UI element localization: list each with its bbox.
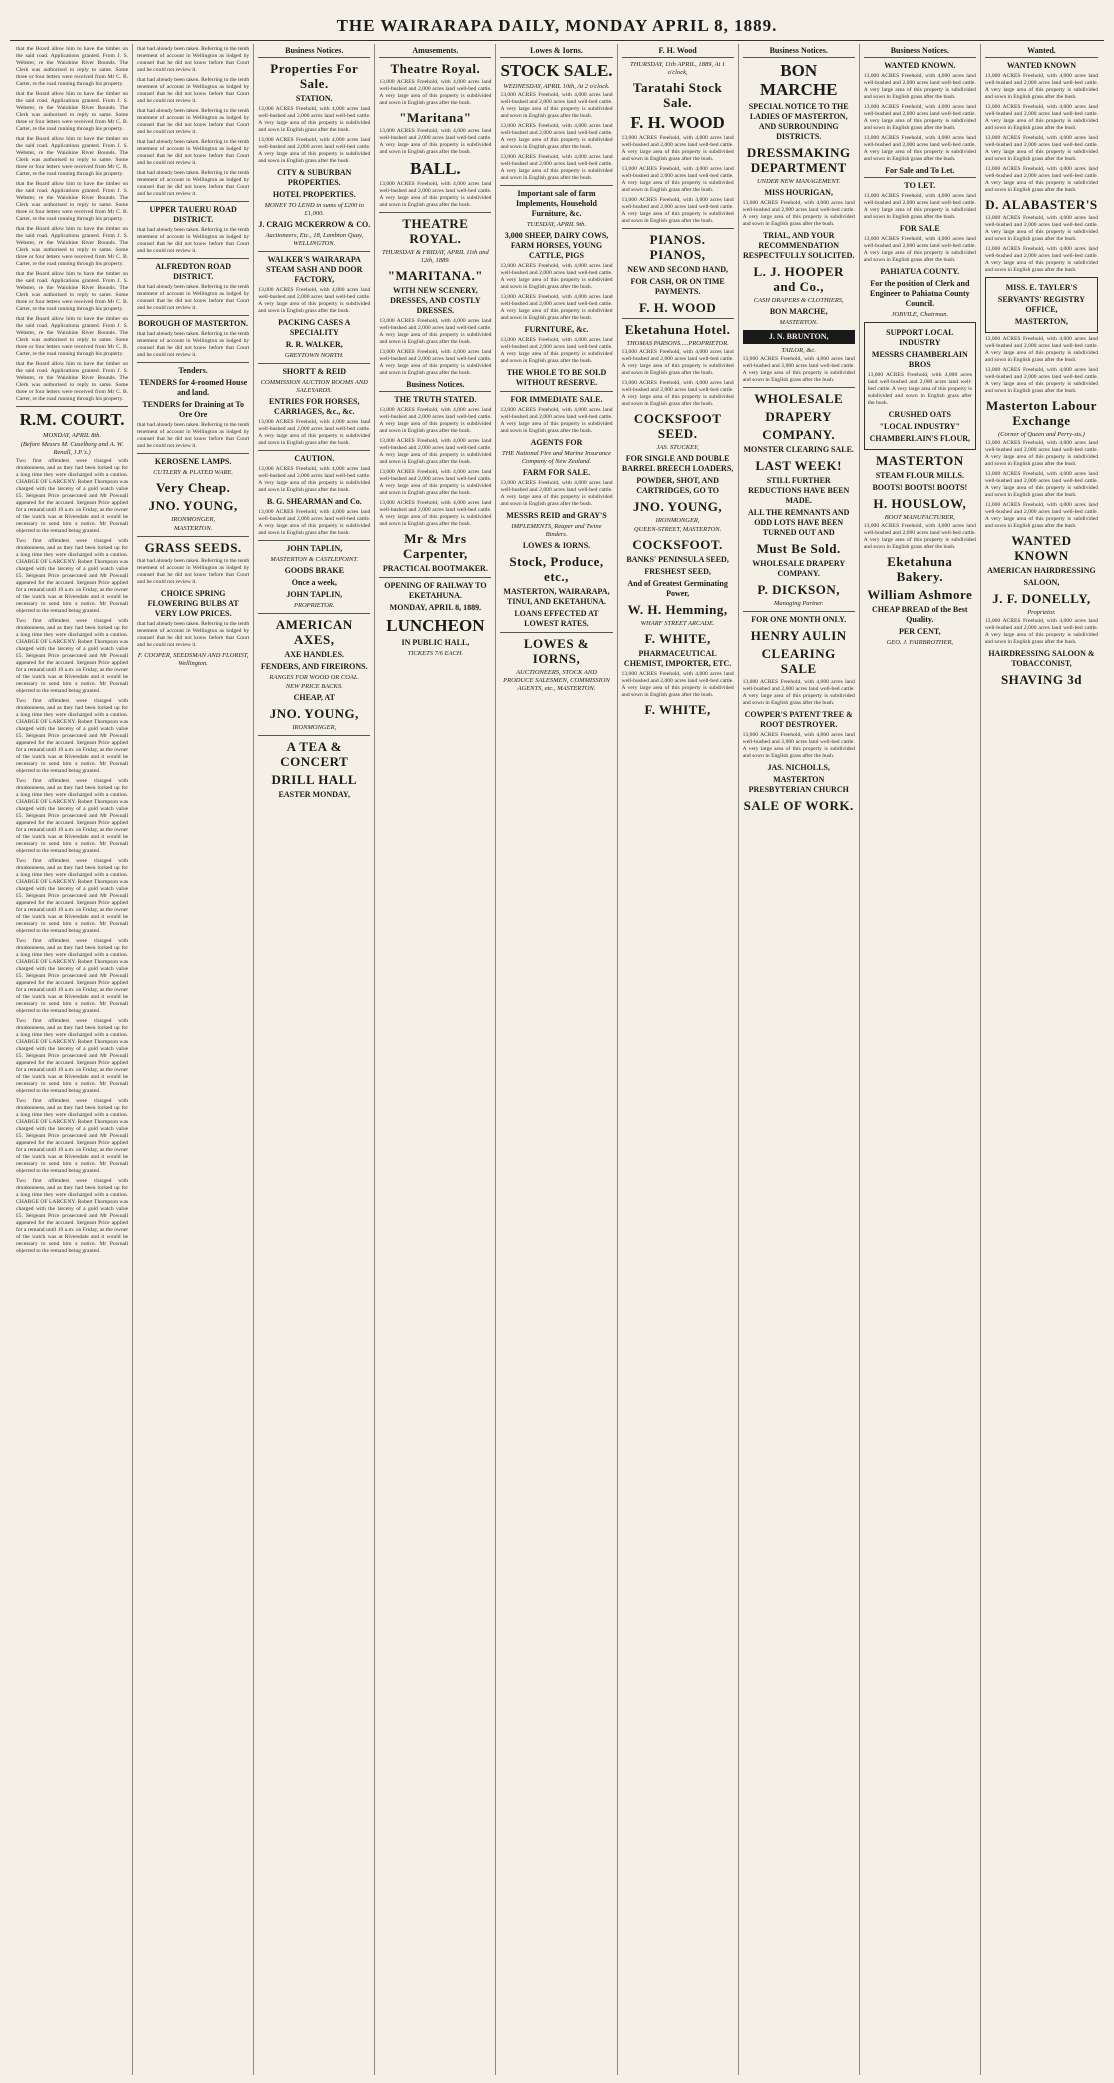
maritana-2: "MARITANA." [387, 268, 483, 283]
taplin-heading: JOHN TAPLIN, [286, 544, 343, 553]
court-text: Two first offenders were charged with drunkenness, and as they had been locked up for a long time they were discharged with a caution. CHARGE OF LARCENY. Robert Thompson was charged with the larceny of a gold watch value £5. Sergeant Price prosecuted and Mr Pownall appeared for the accused. Sergeant Price applied for a remand until 10 a.m. on Friday, as the owner of the watch was at Riversdale and it would be necessary to send him a notice. Mr Pownall objected to the remand being granted. [16, 538, 129, 614]
registry-box [985, 277, 1098, 333]
donelly: J. F. DONELLY, [992, 591, 1091, 606]
miss-tayler: MISS. E. TAYLER'S [1005, 283, 1078, 292]
columns [12, 44, 1102, 2075]
cutlery-heading: CUTLERY & PLATED WARE. [153, 469, 234, 476]
support-local: SUPPORT LOCAL INDUSTRY [886, 328, 954, 347]
loans: LOANS EFFECTED AT LOWEST RATES. [514, 609, 599, 628]
bon-marche-2: BON MARCHE, [769, 307, 828, 316]
wanted-text: 13,000 ACRES Freehold, with 4,000 acres land well-bushed and 2,000 acres land well-bed cattle. A very large area of this property is subdivided and sown in English grass after the bush. [984, 367, 1098, 394]
immediate-sale: FOR IMMEDIATE SALE. [510, 395, 603, 404]
ranges: RANGES FOR WOOD OR COAL. [269, 674, 360, 681]
trial: TRIAL, AND YOUR RECOMMENDATION RESPECTFULLY SOLICITED. [742, 231, 855, 260]
luncheon-date: MONDAY, APRIL 8, 1889. [389, 603, 482, 612]
chemist-text: 13,000 ACRES Freehold, with 4,000 acres land well-bushed and 2,000 acres land well-bed cattle. A very large area of this property is subdivided and sown in English grass after the bush. [621, 671, 734, 698]
new-second-hand: NEW AND SECOND HAND, [627, 265, 728, 274]
section-heading: F. H. Wood [622, 46, 734, 58]
wood-heading: F. H. WOOD [630, 113, 725, 132]
cowpers-text: 13,000 ACRES Freehold, with 4,000 acres land well-bushed and 2,000 acres land well-bed cattle. A very large area of this property is subdivided and sown in English grass after the bush. [742, 732, 855, 759]
choice-bulbs: CHOICE SPRING FLOWERING BULBS AT VERY LOW PRICES. [147, 589, 239, 618]
court-text: Two first offenders were charged with drunkenness, and as they had been locked up for a long time they were discharged with a caution. CHARGE OF LARCENY. Robert Thompson was charged with the larceny of a gold watch value £5. Sergeant Price prosecuted and Mr Pownall appeared for the accused. Sergeant Price applied for a remand until 10 a.m. on Friday, as the owner of the watch was at Riversdale and it would be necessary to send him a notice. Mr Pownall objected to the remand being granted. [16, 618, 129, 694]
luncheon-heading: LUNCHEON [386, 616, 485, 635]
wanted-text: 13,000 ACRES Freehold, with 4,000 acres land well-bushed and 2,000 acres land well-bed cattle. A very large area of this property is subdivided and sown in English grass after the bush. [863, 73, 976, 100]
grass-seeds-heading: GRASS SEEDS. [144, 540, 242, 555]
houslow: H. HOUSLOW, [873, 496, 967, 511]
wanted-text: 13,000 ACRES Freehold, with 4,000 acres land well-bushed and 2,000 acres land well-bed cattle. A very large area of this property is subdivided and sown in English grass after the bush. [984, 73, 1098, 100]
alabasters: D. ALABASTER'S [985, 197, 1098, 212]
wanted-text: 13,000 ACRES Freehold, with 4,000 acres land well-bushed and 2,000 acres land well-bed cattle. A very large area of this property is subdivided and sown in English grass after the bush. [984, 104, 1098, 131]
must-be-sold: Must Be Sold. [756, 541, 841, 556]
cheap-at: CHEAP, AT [293, 693, 335, 702]
to-let-text: 13,000 ACRES Freehold, with 4,000 acres land well-bushed and 2,000 acres land well-bed cattle. A very large area of this property is subdivided and sown in English grass after the bush. [863, 193, 976, 220]
places: MASTERTON, WAIRARAPA, TINUI, AND EKETAHUNA. [503, 587, 610, 606]
walker-name: R. R. WALKER, [285, 340, 343, 349]
column-3 [254, 44, 375, 2075]
seedsman-signature: F. COOPER, SEEDSMAN AND FLORIST, Wellington. [137, 652, 249, 667]
taplin-proprietor-sub: PROPRIETOR. [294, 602, 335, 609]
for-cash: FOR CASH, OR ON TIME PAYMENTS. [630, 277, 725, 296]
proprietor: Proprietor. [1027, 609, 1056, 616]
cash-drapers: CASH DRAPERS & CLOTHIERS, [753, 297, 844, 304]
nicholls: JAS. NICHOLLS, [767, 763, 830, 772]
wanted-known: WANTED KNOWN. [884, 61, 956, 70]
theatre-text: 13,000 ACRES Freehold, with 4,000 acres land well-bushed and 2,000 acres land well-bed cattle. A very large area of this property is subdivided and sown in English grass after the bush. [379, 349, 492, 376]
miss-hourigan: MISS HOURIGAN, [764, 188, 833, 197]
article-text: that had already been taken. Referring to the tenth tenement of account in Wellington as lodged by counsel that he did not know before that Court and he could not review it. [137, 139, 250, 166]
reductions: STILL FURTHER REDUCTIONS HAVE BEEN MADE. [748, 476, 850, 505]
upper-taueru-heading: UPPER TAUERU ROAD DISTRICT. [149, 205, 237, 224]
entries: ENTRIES FOR HORSES, CARRIAGES, &c., &c. [269, 397, 360, 416]
ironmonger-3: IRONMONGER, [655, 517, 700, 524]
article-text: that the Board allow him to have the timber on the said road. Applications granted. From J. S. Webster, re the Waiohine River Bounds. The Clerk was authorised to reply to same. Some three or four letters were received from Mr C. B. Carter, re the road running through his property. [16, 46, 129, 87]
stock-list: 13,000 ACRES Freehold, with 4,000 acres land well-bushed and 2,000 acres land well-bed cattle. A very large area of this property is subdivided and sown in English grass after the bush. [500, 92, 613, 119]
wharf-arcade: WHARF STREET ARCADE. [640, 620, 715, 627]
stuckey: JAS. STUCKEY, [656, 444, 699, 451]
labour-text: 13,000 ACRES Freehold, with 4,000 acres land well-bushed and 2,000 acres land well-bed cattle. A very large area of this property is subdivided and sown in English grass after the bush. [984, 502, 1098, 529]
to-let: TO LET. [904, 181, 936, 190]
sale-list: 13,000 ACRES Freehold, with 4,000 acres land well-bushed and 2,000 acres land well-bed cattle. A very large area of this property is subdivided and sown in English grass after the bush. [500, 337, 613, 364]
pahiatua: PAHIATUA COUNTY. [880, 267, 960, 276]
clearing-text: 13,000 ACRES Freehold, with 4,000 acres land well-bushed and 2,000 acres land well-bed cattle. A very large area of this property is subdivided and sown in English grass after the bush. [742, 679, 855, 706]
hooper: L. J. HOOPER and Co., [753, 264, 844, 294]
jno-young: JNO. YOUNG, [148, 498, 238, 513]
labour-address: (Corner of Queen and Perry-sts.) [998, 431, 1085, 438]
easter-monday: EASTER MONDAY, [278, 790, 350, 799]
court-text: Two first offenders were charged with drunkenness, and as they had been locked up for a long time they were discharged with a caution. CHARGE OF LARCENY. Robert Thompson was charged with the larceny of a gold watch value £5. Sergeant Price prosecuted and Mr Pownall appeared for the accused. Sergeant Price applied for a remand until 10 a.m. on Friday, as the owner of the watch was at Riversdale and it would be necessary to send him a notice. Mr Pownall objected to the remand being granted. [16, 698, 129, 774]
wanted-known: WANTED KNOWN [1006, 61, 1076, 70]
tenders-heading: Tenders. [178, 366, 208, 375]
court-text: Two first offenders were charged with drunkenness, and as they had been locked up for a long time they were discharged with a caution. CHARGE OF LARCENY. Robert Thompson was charged with the larceny of a gold watch value £5. Sergeant Price prosecuted and Mr Pownall appeared for the accused. Sergeant Price applied for a remand until 10 a.m. on Friday, as the owner of the watch was at Riversdale and it would be necessary to send him a notice. Mr Pownall objected to the remand being granted. [16, 778, 129, 854]
wanted-text: 13,000 ACRES Freehold, with 4,000 acres land well-bushed and 2,000 acres land well-bed cattle. A very large area of this property is subdivided and sown in English grass after the bush. [984, 135, 1098, 162]
tender-house: TENDERS for 4-roomed House and land. [139, 378, 248, 397]
ironmonger-2: IRONMONGER, [292, 724, 337, 731]
wholesale-company: WHOLESALE DRAPERY COMPANY. [752, 559, 846, 578]
registry: SERVANTS' REGISTRY OFFICE, [997, 295, 1085, 314]
american-hairdressing: AMERICAN HAIRDRESSING [987, 566, 1096, 575]
stock-list: 13,000 ACRES Freehold, with 4,000 acres land well-bushed and 2,000 acres land well-bed cattle. A very large area of this property is subdivided and sown in English grass after the bush. [621, 197, 734, 224]
hotel-properties: HOTEL PROPERTIES. [272, 190, 356, 199]
wanted-text: 13,000 ACRES Freehold, with 4,000 acres land well-bushed and 2,000 acres land well-bed cattle. A very large area of this property is subdivided and sown in English grass after the bush. [863, 104, 976, 131]
lowes-iorns: LOWES & IORNS. [522, 541, 591, 550]
theatre-text: 13,000 ACRES Freehold, with 4,000 acres land well-bushed and 2,000 acres land well-bed cattle. A very large area of this property is subdivided and sown in English grass after the bush. [379, 79, 492, 106]
implements: IMPLEMENTS, Reaper and Twine Binders. [511, 523, 602, 538]
column-5 [496, 44, 617, 2075]
sale-date: TUESDAY, APRIL 9th. [526, 221, 587, 228]
theatre-royal-2: THEATRE ROYAL. [402, 216, 469, 246]
court-text: Two first offenders were charged with drunkenness, and as they had been locked up for a long time they were discharged with a caution. CHARGE OF LARCENY. Robert Thompson was charged with the larceny of a gold watch value £5. Sergeant Price prosecuted and Mr Pownall appeared for the accused. Sergeant Price applied for a remand until 10 a.m. on Friday, as the owner of the watch was at Riversdale and it would be necessary to send him a notice. Mr Pownall objected to the remand being granted. [16, 1098, 129, 1174]
support-local-box [864, 322, 976, 450]
article-text: that the Board allow him to have the timber on the said road. Applications granted. From J. S. Webster, re the Waiohine River Bounds. The Clerk was authorised to reply to same. Some three or four letters were received from Mr C. B. Carter, re the road running through his property. [16, 361, 129, 402]
hair-text: 13,000 ACRES Freehold, with 4,000 acres land well-bushed and 2,000 acres land well-bed cattle. A very large area of this property is subdivided and sown in English grass after the bush. [984, 618, 1098, 645]
station-heading: STATION. [295, 94, 333, 103]
truth-text: 13,000 ACRES Freehold, with 4,000 acres land well-bushed and 2,000 acres land well-bed cattle. A very large area of this property is subdivided and sown in English grass after the bush. [379, 469, 492, 496]
money-to-lend: MONEY TO LEND in sums of £200 to £1,000. [264, 202, 364, 217]
taratahi-sale: Taratahi Stock Sale. [632, 80, 723, 110]
tender-text: that had already been taken. Referring to the tenth tenement of account in Wellington as lodged by counsel that he did not know before that Court and he could not review it. [137, 422, 250, 449]
column-8 [860, 44, 981, 2075]
stock-list: 13,000 ACRES Freehold, with 4,000 acres land well-bushed and 2,000 acres land well-bed cattle. A very large area of this property is subdivided and sown in English grass after the bush. [621, 135, 734, 162]
mr-mrs-carpenter: Mr & Mrs Carpenter, [402, 531, 468, 561]
section-heading: Lowes & Iorns. [500, 46, 612, 58]
truth-text: 13,000 ACRES Freehold, with 4,000 acres land well-bushed and 2,000 acres land well-bed cattle. A very large area of this property is subdivided and sown in English grass after the bush. [379, 438, 492, 465]
henry-aulin: HENRY AULIN [750, 628, 847, 643]
court-text: Two first offenders were charged with drunkenness, and as they had been locked up for a long time they were discharged with a caution. CHARGE OF LARCENY. Robert Thompson was charged with the larceny of a gold watch value £5. Sergeant Price prosecuted and Mr Pownall appeared for the accused. Sergeant Price applied for a remand until 10 a.m. on Friday, as the owner of the watch was at Riversdale and it would be necessary to send him a notice. Mr Pownall objected to the remand being granted. [16, 458, 129, 534]
alabaster-text: 13,000 ACRES Freehold, with 4,000 acres land well-bushed and 2,000 acres land well-bed cattle. A very large area of this property is subdivided and sown in English grass after the bush. [984, 215, 1098, 242]
remnants: ALL THE REMNANTS AND ODD LOTS HAVE BEEN TURNED OUT AND [747, 508, 850, 537]
last-week: LAST WEEK! [755, 458, 842, 473]
section-heading: Wanted. [985, 46, 1098, 58]
important-sale: Important sale of farm Implements, Household Furniture, &c. [516, 189, 597, 218]
article-text: that the Board allow him to have the timber on the said road. Applications granted. From J. S. Webster, re the Waiohine River Bounds. The Clerk was authorised to reply to same. Some three or four letters were received from Mr C. B. Carter, re the road running through his property. [16, 136, 129, 177]
brunton-banner: J. N. BRUNTON, [743, 330, 855, 344]
article-text: that had already been taken. Referring to the tenth tenement of account in Wellington as lodged by counsel that he did not know before that Court and he could not review it. [137, 77, 250, 104]
wanted-text: 13,000 ACRES Freehold, with 4,000 acres land well-bushed and 2,000 acres land well-bed cattle. A very large area of this property is subdivided and sown in English grass after the bush. [984, 166, 1098, 193]
column-1 [12, 44, 133, 2075]
hotel-text: 13,000 ACRES Freehold, with 4,000 acres land well-bushed and 2,000 acres land well-bed cattle. A very large area of this property is subdivided and sown in English grass after the bush. [621, 349, 734, 376]
wholesale: WHOLESALE [754, 391, 844, 406]
shearman-text: 13,000 ACRES Freehold, with 4,000 acres land well-bushed and 2,000 acres land well-bed cattle. A very large area of this property is subdivided and sown in English grass after the bush. [258, 509, 371, 536]
drapery: DRAPERY [765, 409, 833, 424]
alabaster-text: 13,000 ACRES Freehold, with 4,000 acres land well-bushed and 2,000 acres land well-bed cattle. A very large area of this property is subdivided and sown in English grass after the bush. [984, 246, 1098, 273]
wood-heading-2: F. H. WOOD [638, 300, 717, 315]
drill-hall: DRILL HALL [271, 772, 358, 787]
stock-sale-date: WEDNESDAY, APRIL 10th, At 2 o'clock. [503, 83, 610, 90]
court-text: Two first offenders were charged with drunkenness, and as they had been locked up for a long time they were discharged with a caution. CHARGE OF LARCENY. Robert Thompson was charged with the larceny of a gold watch value £5. Sergeant Price prosecuted and Mr Pownall appeared for the accused. Sergeant Price applied for a remand until 10 a.m. on Friday, as the owner of the watch was at Riversdale and it would be necessary to send him a notice. Mr Pownall objected to the remand being granted. [16, 858, 129, 934]
clearing-sale: CLEARING SALE [761, 646, 836, 676]
cowpers: COWPER'S PATENT TREE & ROOT DESTROYER. [744, 710, 853, 729]
chamberlain-text: 13,000 ACRES Freehold, with 4,000 acres land well-bushed and 2,000 acres land well-bed cattle. A very large area of this property is subdivided and sown in English grass after the bush. [867, 372, 972, 406]
sheep-cattle: 3,000 SHEEP, DAIRY COWS, FARM HORSES, YOUNG CATTLE, PIGS [504, 231, 609, 260]
ashmore: William Ashmore [867, 587, 973, 602]
notice-text: that had already been taken. Referring to the tenth tenement of account in Wellington as lodged by counsel that he did not know before that Court and he could not review it. [137, 227, 250, 254]
agents-for: AGENTS FOR [530, 438, 583, 447]
labour-text: 13,000 ACRES Freehold, with 4,000 acres land well-bushed and 2,000 acres land well-bed cattle. A very large area of this property is subdivided and sown in English grass after the bush. [984, 440, 1098, 467]
very-cheap: Very Cheap. [155, 480, 231, 495]
court-judges: (Before Messrs M. Caselberg and A. W. Renall, J.P.'s.) [20, 441, 124, 456]
section-heading: For Sale and To Let. [864, 166, 976, 178]
steam-mills: STEAM FLOUR MILLS. [875, 471, 964, 480]
ironmonger: IRONMONGER, [171, 516, 216, 523]
theatre-royal: Theatre Royal. [390, 61, 481, 76]
farm-for-sale: FARM FOR SALE. [522, 468, 591, 477]
masterton: MASTERTON, [1014, 317, 1068, 326]
masthead: THE WAIRARAPA DAILY, MONDAY APRIL 8, 1889. [10, 16, 1104, 41]
sale-text: 13,000 ACRES Freehold, with 4,000 acres land well-bushed and 2,000 acres land well-bed cattle. A very large area of this property is subdivided and sown in English grass after the bush. [258, 419, 371, 446]
fenders: FENDERS, AND FIREIRONS. [260, 662, 368, 671]
truth-stated: THE TRUTH STATED. [394, 395, 477, 404]
auctioneers: AUCTIONEERS, STOCK AND PRODUCE SALESMEN, COMMISSION AGENTS, etc., MASTERTON. [503, 669, 610, 692]
crushed-oats: CRUSHED OATS [888, 410, 951, 419]
cocksfoot-2: COCKSFOOT. [632, 537, 723, 552]
truth-text: 13,000 ACRES Freehold, with 4,000 acres land well-bushed and 2,000 acres land well-bed cattle. A very large area of this property is subdivided and sown in English grass after the bush. [379, 407, 492, 434]
for-sale-text: 13,000 ACRES Freehold, with 4,000 acres land well-bushed and 2,000 acres land well-bed cattle. A very large area of this property is subdivided and sown in English grass after the bush. [863, 236, 976, 263]
section-heading: Business Notices. [258, 46, 370, 58]
tender-drain: TENDERS for Draining at To Ore Ore [142, 400, 244, 419]
insurance: THE National Fire and Marine Insurance Company of New Zealand. [501, 450, 611, 465]
notice-text: that had already been taken. Referring to the tenth tenement of account in Wellington as lodged by counsel that he did not know before that Court and he could not review it. [137, 284, 250, 311]
banks-peninsula: BANKS' PENINSULA SEED, [626, 555, 729, 564]
one-month: FOR ONE MONTH ONLY. [751, 615, 847, 624]
white: F. WHITE, [644, 631, 711, 646]
section-heading: Business Notices. [743, 46, 855, 58]
once-a-week: Once a week, [291, 578, 337, 587]
article-text: that had already been taken. Referring to the tenth tenement of account in Wellington as lodged by counsel that he did not know before that Court and he could not review it. [137, 170, 250, 197]
properties-title: Properties For Sale. [270, 61, 359, 91]
shortt-reid-sub: COMMISSION AUCTION ROOMS AND SALEYARDS. [260, 379, 368, 394]
cocksfoot-seed: COCKSFOOT SEED. [633, 411, 722, 441]
per-cent: PER CENT, [899, 627, 941, 636]
court-text: Two first offenders were charged with drunkenness, and as they had been locked up for a long time they were discharged with a caution. CHARGE OF LARCENY. Robert Thompson was charged with the larceny of a gold watch value £5. Sergeant Price prosecuted and Mr Pownall appeared for the accused. Sergeant Price applied for a remand until 10 a.m. on Friday, as the owner of the watch was at Riversdale and it would be necessary to send him a notice. Mr Pownall objected to the remand being granted. [16, 1018, 129, 1094]
american-axes: AMERICAN AXES, [275, 617, 353, 647]
eketahuna-hotel: Eketahuna Hotel. [624, 322, 731, 337]
presbyterian: MASTERTON PRESBYTERIAN CHURCH [748, 775, 849, 794]
eketahuna-bakery: Eketahuna Bakery. [887, 554, 953, 584]
dressmaking-text: 13,000 ACRES Freehold, with 4,000 acres land well-bushed and 2,000 acres land well-bed cattle. A very large area of this property is subdivided and sown in English grass after the bush. [742, 200, 855, 227]
truth-text: 13,000 ACRES Freehold, with 4,000 acres land well-bushed and 2,000 acres land well-bed cattle. A very large area of this property is subdivided and sown in English grass after the bush. [379, 500, 492, 527]
tickets: TICKETS 7/6 EACH. [407, 650, 464, 657]
labour-text: 13,000 ACRES Freehold, with 4,000 acres land well-bushed and 2,000 acres land well-bed cattle. A very large area of this property is subdivided and sown in English grass after the bush. [984, 471, 1098, 498]
public-hall: IN PUBLIC HALL, [401, 638, 470, 647]
engineer: For the position of Clerk and Engineer to Pahiatua County Council. [870, 279, 970, 308]
station-text: 13,000 ACRES Freehold, with 4,000 acres land well-bushed and 2,000 acres land well-bed cattle. A very large area of this property is subdivided and sown in English grass after the bush. [258, 137, 371, 164]
sale-list: 13,000 ACRES Freehold, with 4,000 acres land well-bushed and 2,000 acres land well-bed cattle. A very large area of this property is subdivided and sown in English grass after the bush. [500, 294, 613, 321]
kerosene-heading: KEROSENE LAMPS. [154, 457, 232, 466]
reid-gray: MESSRS REID and GRAY'S [506, 511, 607, 520]
mckerrow-firm: J. CRAIG MCKERROW & CO. [258, 220, 371, 229]
new-price: NEW PRICE BACKS. [285, 683, 343, 690]
parsons: THOMAS PARSONS.....PROPRIETOR. [626, 340, 729, 347]
scenery: WITH NEW SCENERY, DRESSES, AND COSTLY DRESSES. [390, 286, 481, 315]
court-text: Two first offenders were charged with drunkenness, and as they had been locked up for a long time they were discharged with a caution. CHARGE OF LARCENY. Robert Thompson was charged with the larceny of a gold watch value £5. Sergeant Price prosecuted and Mr Pownall appeared for the accused. Sergeant Price applied for a remand until 10 a.m. on Friday, as the owner of the watch was at Riversdale and it would be necessary to send him a notice. Mr Pownall objected to the remand being granted. [16, 1178, 129, 1254]
jobvile: JOBVILE, Chairman. [891, 311, 949, 318]
article-text: that the Board allow him to have the timber on the said road. Applications granted. From J. S. Webster, re the Waiohine River Bounds. The Clerk was authorised to reply to same. Some three or four letters were received from Mr C. B. Carter, re the road running through his property. [16, 316, 129, 357]
shortt-reid: SHORTT & REID [282, 367, 347, 376]
caution-heading: CAUTION. [294, 454, 335, 463]
stock-sale: STOCK SALE. [500, 61, 613, 80]
column-2 [133, 44, 254, 2075]
court-date: MONDAY, APRIL 8th. [43, 432, 102, 439]
hairdressing-saloon: HAIRDRESSING SALOON & TOBACCONIST, [988, 649, 1095, 668]
walkers-factory: WALKER'S WAIRARAPA STEAM SASH AND DOOR FACTORY, [266, 255, 363, 284]
farm-text: 13,000 ACRES Freehold, with 4,000 acres land well-bushed and 2,000 acres land well-bed cattle. A very large area of this property is subdivided and sown in English grass after the bush. [500, 480, 613, 507]
white-2: F. WHITE, [644, 702, 711, 717]
railway-opening: OPENING OF RAILWAY TO EKETAHUNA. [384, 581, 487, 600]
theatre-text: 13,000 ACRES Freehold, with 4,000 acres land well-bushed and 2,000 acres land well-bed cattle. A very large area of this property is subdivided and sown in English grass after the bush. [379, 318, 492, 345]
hemming: W. H. Hemming, [627, 602, 728, 617]
masterton-mills: MASTERTON [876, 453, 964, 468]
maritana: "Maritana" [399, 110, 472, 125]
masterton: MASTERTON. [173, 525, 213, 532]
queen-street: QUEEN-STREET, MASTERTON. [633, 526, 722, 533]
taplin-proprietor: JOHN TAPLIN, [286, 590, 343, 599]
ball-heading: BALL. [410, 159, 461, 178]
wanted-known-2: WANTED KNOWN [1011, 533, 1072, 563]
monster-sale: MONSTER CLEARING SALE. [743, 445, 854, 454]
shaving-price: SHAVING 3d [1000, 672, 1082, 687]
station-text: 13,000 ACRES Freehold, with 4,000 acres land well-bushed and 2,000 acres land well-bed cattle. A very large area of this property is subdivided and sown in English grass after the bush. [258, 106, 371, 133]
jno-young-2: JNO. YOUNG, [269, 706, 359, 721]
wanted-text: 13,000 ACRES Freehold, with 4,000 acres land well-bushed and 2,000 acres land well-bed cattle. A very large area of this property is subdivided and sown in English grass after the bush. [984, 336, 1098, 363]
without-reserve: THE WHOLE TO BE SOLD WITHOUT RESERVE. [506, 368, 607, 387]
bootmaker: PRACTICAL BOOTMAKER. [382, 564, 488, 573]
column-9 [981, 44, 1102, 2075]
chamberlain: MESSRS CHAMBERLAIN BROS [871, 350, 968, 369]
managing-partner: Managing Partner. [773, 600, 824, 607]
sale-date: THURSDAY, 11th APRIL, 1889, At 1 o'clock, [630, 61, 726, 76]
furniture: FURNITURE, &c. [524, 325, 589, 334]
stock-produce: Stock, Produce, etc., [509, 554, 604, 584]
masterton: MASTERTON. [779, 319, 818, 326]
special-notice: SPECIAL NOTICE TO THE LADIES OF MASTERTON, AND SURROUNDING DISTRICTS. [748, 102, 849, 141]
boots: BOOTS! BOOTS! BOOTS! [872, 483, 968, 492]
new-management: UNDER NEW MANAGEMENT. [756, 178, 841, 185]
stock-list: 13,000 ACRES Freehold, with 4,000 acres land well-bushed and 2,000 acres land well-bed cattle. A very large area of this property is subdivided and sown in English grass after the bush. [500, 154, 613, 181]
local-industry: "LOCAL INDUSTRY" [879, 422, 961, 431]
goods-brake: GOODS BRAKE [284, 566, 344, 575]
sale-text: 13,000 ACRES Freehold, with 4,000 acres land well-bushed and 2,000 acres land well-bed cattle. A very large area of this property is subdivided and sown in English grass after the bush. [500, 407, 613, 434]
shearman-firm: B. G. SHEARMAN and Co. [266, 497, 362, 506]
city-suburban: CITY & SUBURBAN PROPERTIES. [277, 168, 352, 187]
dressmaking: DRESSMAKING DEPARTMENT [746, 145, 851, 175]
dickson: P. DICKSON, [757, 582, 841, 597]
hotel-text: 13,000 ACRES Freehold, with 4,000 acres land well-bushed and 2,000 acres land well-bed cattle. A very large area of this property is subdivided and sown in English grass after the bush. [621, 380, 734, 407]
breech-loaders: FOR SINGLE AND DOUBLE BARREL BREECH LOADERS, [621, 454, 734, 473]
fairbrother: GEO. J. FAIRBROTHER, [886, 639, 954, 646]
chamberlain-flour: CHAMBERLAIN'S FLOUR, [869, 434, 971, 443]
mckerrow-address: Auctioneers, Etc., 18, Lambton Quay, WELLINGTON. [265, 232, 364, 247]
column-6 [618, 44, 739, 2075]
freshest: FRESHEST SEED, [644, 567, 711, 576]
article-text: that the Board allow him to have the timber on the said road. Applications granted. From J. S. Webster, re the Waiohine River Bounds. The Clerk was authorised to reply to same. Some three or four letters were received from Mr C. B. Carter, re the road running through his property. [16, 271, 129, 312]
article-text: that the Board allow him to have the timber on the said road. Applications granted. From J. S. Webster, re the Waiohine River Bounds. The Clerk was authorised to reply to same. Some three or four letters were received from Mr C. B. Carter, re the road running through his property. [16, 181, 129, 222]
alfredton-heading: ALFREDTON ROAD DISTRICT. [155, 262, 231, 281]
factory-text: 13,000 ACRES Freehold, with 4,000 acres land well-bushed and 2,000 acres land well-bed cattle. A very large area of this property is subdivided and sown in English grass after the bush. [258, 287, 371, 314]
tailor: TAILOR, &c. [781, 347, 816, 354]
section-heading: Business Notices. [864, 46, 976, 58]
packing-cases: PACKING CASES A SPECIALITY [278, 318, 351, 337]
powder-shot: POWDER, SHOT, AND CARTRIDGES, GO TO [636, 476, 719, 495]
cheap-bread: CHEAP BREAD of the Best Quality. [872, 605, 968, 624]
for-sale: FOR SALE [899, 224, 940, 233]
article-text: that the Board allow him to have the timber on the said road. Applications granted. From J. S. Webster, re the Waiohine River Bounds. The Clerk was authorised to reply to same. Some three or four letters were received from Mr C. B. Carter, re the road running through his property. [16, 91, 129, 132]
ball-text: 13,000 ACRES Freehold, with 4,000 acres land well-bushed and 2,000 acres land well-bed cattle. A very large area of this property is subdivided and sown in English grass after the bush. [379, 181, 492, 208]
article-text: that had already been taken. Referring to the tenth tenement of account in Wellington as lodged by counsel that he did not know before that Court and he could not review it. [137, 46, 250, 73]
chemist: PHARMACEUTICAL CHEMIST, IMPORTER, ETC. [623, 649, 732, 668]
borough-heading: BOROUGH OF MASTERTON. [138, 319, 249, 328]
tea-concert: A TEA & CONCERT [280, 739, 349, 769]
boots-text: 13,000 ACRES Freehold, with 4,000 acres land well-bushed and 2,000 acres land well-bed cattle. A very large area of this property is subdivided and sown in English grass after the bush. [863, 523, 976, 550]
axe-handles: AXE HANDLES. [284, 650, 345, 659]
stock-list: 13,000 ACRES Freehold, with 4,000 acres land well-bushed and 2,000 acres land well-bed cattle. A very large area of this property is subdivided and sown in English grass after the bush. [621, 166, 734, 193]
theatre-text: 13,000 ACRES Freehold, with 4,000 acres land well-bushed and 2,000 acres land well-bed cattle. A very large area of this property is subdivided and sown in English grass after the bush. [379, 128, 492, 155]
court-title: R.M. COURT. [19, 410, 125, 429]
tailor-text: 13,000 ACRES Freehold, with 4,000 acres land well-bushed and 2,000 acres land well-bed cattle. A very large area of this property is subdivided and sown in English grass after the bush. [742, 356, 855, 383]
seeds-text: that had already been taken. Referring to the tenth tenement of account in Wellington as lodged by counsel that he did not know before that Court and he could not review it. [137, 558, 250, 585]
notice-text: that had already been taken. Referring to the tenth tenement of account in Wellington as lodged by counsel that he did not know before that Court and he could not review it. [137, 331, 250, 358]
article-text: that had already been taken. Referring to the tenth tenement of account in Wellington as lodged by counsel that he did not know before that Court and he could not review it. [137, 108, 250, 135]
wanted-text: 13,000 ACRES Freehold, with 4,000 acres land well-bushed and 2,000 acres land well-bed cattle. A very large area of this property is subdivided and sown in English grass after the bush. [863, 135, 976, 162]
germinating: And of Greatest Germinating Power, [627, 579, 728, 598]
lowes-iorns-2: LOWES & IORNS, [523, 636, 590, 666]
section-heading: Amusements. [379, 46, 491, 58]
section-heading: Business Notices. [379, 380, 491, 392]
stock-list: 13,000 ACRES Freehold, with 4,000 acres land well-bushed and 2,000 acres land well-bed cattle. A very large area of this property is subdivided and sown in English grass after the bush. [500, 123, 613, 150]
sale-of-work: SALE OF WORK. [743, 798, 854, 813]
walker-location: GREYTOWN NORTH. [284, 352, 344, 359]
labour-exchange: Masterton Labour Exchange [985, 398, 1097, 428]
saloon: SALOON, [1023, 578, 1060, 587]
pianos: PIANOS. PIANOS, [649, 232, 706, 262]
caution-text: 13,000 ACRES Freehold, with 4,000 acres land well-bushed and 2,000 acres land well-bed cattle. A very large area of this property is subdivided and sown in English grass after the bush. [258, 466, 371, 493]
boot-manufacturer: BOOT MANUFACTURER, [884, 514, 955, 521]
taplin-sub: MASTERTON & CASTLEPOINT. [270, 556, 359, 563]
column-7 [739, 44, 860, 2075]
article-text: that the Board allow him to have the timber on the said road. Applications granted. From J. S. Webster, re the Waiohine River Bounds. The Clerk was authorised to reply to same. Some three or four letters were received from Mr C. B. Carter, re the road running through his property. [16, 226, 129, 267]
performance-dates: THURSDAY & FRIDAY, APRIL 11th and 12th, 1889. [382, 249, 489, 264]
court-text: Two first offenders were charged with drunkenness, and as they had been locked up for a long time they were discharged with a caution. CHARGE OF LARCENY. Robert Thompson was charged with the larceny of a gold watch value £5. Sergeant Price prosecuted and Mr Pownall appeared for the accused. Sergeant Price applied for a remand until 10 a.m. on Friday, as the owner of the watch was at Riversdale and it would be necessary to send him a notice. Mr Pownall objected to the remand being granted. [16, 938, 129, 1014]
column-4 [375, 44, 496, 2075]
bon-marche: BON MARCHE [759, 61, 838, 99]
seeds-text: that had already been taken. Referring to the tenth tenement of account in Wellington as lodged by counsel that he did not know before that Court and he could not review it. [137, 621, 250, 648]
company: COMPANY. [762, 427, 836, 442]
jno-young-3: JNO. YOUNG, [633, 499, 723, 514]
sale-list: 13,000 ACRES Freehold, with 4,000 acres land well-bushed and 2,000 acres land well-bed cattle. A very large area of this property is subdivided and sown in English grass after the bush. [500, 263, 613, 290]
